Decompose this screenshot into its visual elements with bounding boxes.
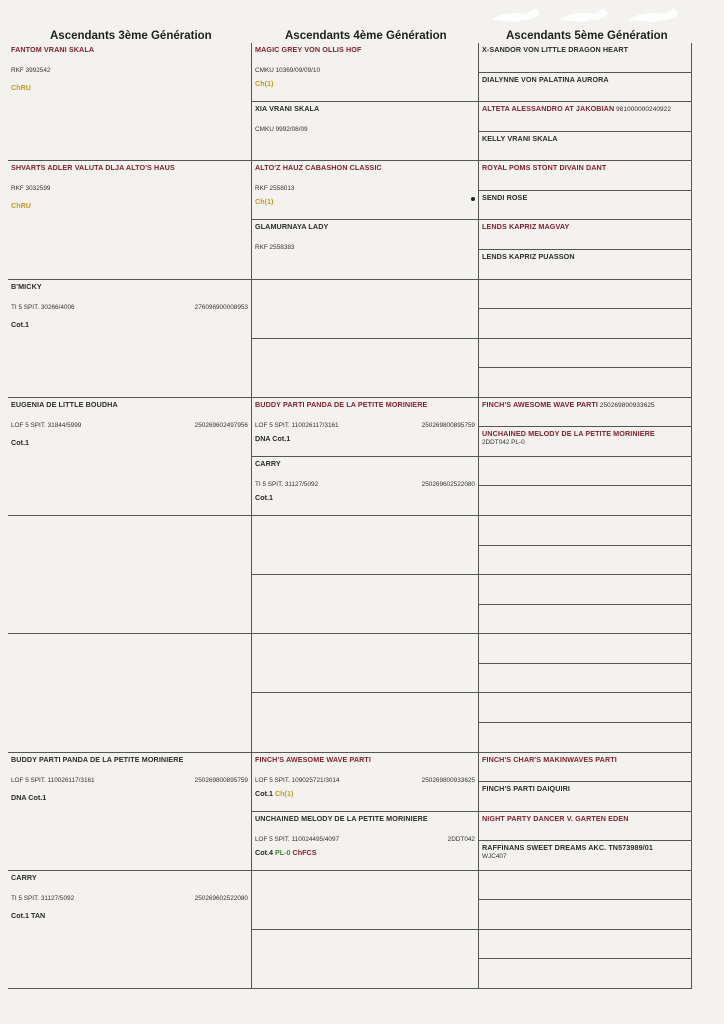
gen3-name: EUGENIA DE LITTLE BOUDHA — [11, 399, 118, 409]
gen4-cell — [252, 575, 478, 634]
gen4-header: Ascendants 4ème Génération — [285, 30, 447, 42]
gen5-extra: 2DDT042 PL-0 — [482, 439, 525, 447]
gen5-name: UNCHAINED MELODY DE LA PETITE MORINIERE — [482, 429, 655, 439]
gen4-name: MAGIC GREY VON OLLIS HOF — [255, 45, 362, 54]
gen4-registration: LOF 5 SPIT. 109025721/3014 — [255, 776, 340, 784]
gen4-chip: 2DDT042 — [447, 835, 475, 843]
gen5-cell — [479, 634, 691, 664]
gen5-name: FINCH'S AWESOME WAVE PARTI 250269800933625 — [482, 399, 655, 409]
gen3-cell — [8, 398, 251, 516]
gen3-name: B'MICKY — [11, 281, 42, 291]
gen4-titles — [255, 493, 273, 502]
gen5-cell — [479, 368, 691, 398]
gen5-name: LENDS KAPRIZ MAGVAY — [482, 222, 570, 232]
gen5-name: NIGHT PARTY DANCER V. GARTEN EDEN — [482, 813, 629, 823]
gen4-name: ALTO'Z HAUZ CABASHON CLASSIC — [255, 163, 382, 173]
gen3-titles — [11, 911, 45, 920]
gen5-cell — [479, 782, 691, 812]
gen4-titles — [255, 789, 293, 798]
gen5-name: SENDI ROSE — [482, 192, 528, 202]
gen5-cell — [479, 516, 691, 546]
gen3-name: BUDDY PARTI PANDA DE LA PETITE MORINIERE — [11, 754, 184, 764]
gen3-cell — [8, 634, 251, 752]
gen3-title: Cot.1 — [11, 319, 29, 329]
gen5-cell — [479, 871, 691, 901]
gen4-name: FINCH'S AWESOME WAVE PARTI — [255, 754, 371, 764]
gen4-title: DNA Cot.1 — [255, 433, 291, 443]
gen3-chip: 250269602522080 — [194, 894, 248, 902]
gen3-header: Ascendants 3ème Génération — [50, 30, 212, 42]
gen5-cell — [479, 812, 691, 842]
gen3-titles — [11, 438, 29, 447]
gen4-column — [252, 43, 479, 989]
gen5-cell — [479, 220, 691, 250]
gen4-cell — [252, 43, 478, 102]
gen4-cell — [252, 516, 478, 575]
gen3-titles — [11, 83, 31, 92]
gen4-titles — [255, 434, 290, 443]
gen4-titles — [255, 197, 273, 206]
gen4-chip: 250269800895759 — [421, 421, 475, 429]
gen3-name: FANTOM VRANI SKALA — [11, 45, 95, 54]
gen5-cell — [479, 723, 691, 753]
gen4-title: Cot.4 — [255, 847, 273, 857]
gen4-titles — [255, 848, 317, 857]
gen3-registration: LOF 5 SPIT. 31844/5999 — [11, 421, 82, 429]
gen5-cell — [479, 73, 691, 103]
gen3-titles — [11, 793, 46, 802]
gen3-registration: RKF 3992542 — [11, 67, 51, 74]
gen3-cell — [8, 516, 251, 634]
gen4-title: Cot.1 — [255, 492, 273, 502]
gen3-cell — [8, 753, 251, 871]
gen5-cell — [479, 546, 691, 576]
gen4-cell — [252, 161, 478, 220]
gen4-registration: RKF 2558383 — [255, 244, 295, 252]
gen5-cell — [479, 132, 691, 162]
gen5-extra: WJC407 — [482, 853, 507, 861]
gen4-titles — [255, 79, 273, 88]
gen3-title: Cot.1 — [11, 437, 29, 447]
gen3-title: ChRU — [11, 201, 31, 211]
gen4-name: GLAMURNAYA LADY — [255, 222, 329, 232]
gen5-cell — [479, 753, 691, 783]
gen3-name: SHVARTS ADLER VALUTA DLJA ALTO'S HAUS — [11, 163, 175, 173]
gen5-cell — [479, 43, 691, 73]
gen3-chip: 250269800895759 — [194, 776, 248, 784]
gen5-cell — [479, 191, 691, 221]
gen4-registration: CMKU 9992/08/09 — [255, 126, 308, 134]
gen3-cell — [8, 43, 251, 161]
gen3-name: CARRY — [11, 872, 37, 882]
gen5-cell — [479, 575, 691, 605]
gen4-registration: CMKU 10369/09/09/10 — [255, 67, 321, 74]
gen4-cell — [252, 812, 478, 871]
gen3-cell — [8, 280, 251, 398]
gen5-chip: 250269800933625 — [597, 401, 655, 409]
gen4-cell — [252, 457, 478, 516]
gen4-title: Ch(1) — [272, 788, 294, 798]
gen4-cell — [252, 871, 478, 930]
gen4-name: CARRY — [255, 458, 281, 468]
gen3-title: DNA Cot.1 — [11, 792, 47, 802]
gen4-registration: LOF 5 SPIT. 110026117/3161 — [255, 421, 339, 429]
gen5-cell — [479, 457, 691, 487]
gen3-titles — [11, 320, 29, 329]
gen4-cell — [252, 339, 478, 398]
gen5-name: LENDS KAPRIZ PUASSON — [482, 251, 575, 261]
gen5-cell — [479, 900, 691, 930]
gen4-cell — [252, 693, 478, 752]
gen4-registration: RKF 2558013 — [255, 185, 295, 193]
gen4-cell — [252, 220, 478, 279]
gen3-title: ChRU — [11, 83, 31, 92]
gen5-cell — [479, 605, 691, 635]
gen4-cell — [252, 280, 478, 339]
gen5-cell — [479, 693, 691, 723]
gen4-cell — [252, 398, 478, 457]
gen5-column — [479, 43, 692, 989]
gen5-name: ROYAL POMS STONT DIVAIN DANT — [482, 163, 607, 173]
gen5-name: FINCH'S CHAR'S MAKINWAVES PARTI — [482, 754, 617, 764]
gen5-cell — [479, 930, 691, 960]
gen3-chip: 276096900008953 — [194, 303, 248, 311]
gen5-cell — [479, 427, 691, 457]
gen3-registration: TI 5 SPIT. 31127/5092 — [11, 894, 75, 902]
gen3-chip: 250269602497956 — [194, 421, 248, 429]
gen4-chip: 250269602522080 — [421, 480, 475, 488]
gen5-name: DIALYNNE VON PALATINA AURORA — [482, 74, 609, 84]
gen3-registration: RKF 3032599 — [11, 185, 51, 193]
gen4-cell — [252, 753, 478, 812]
gen4-name: XIA VRANI SKALA — [255, 104, 320, 114]
gen5-name: ALTETA ALESSANDRO AT JAKOBIAN 981000000240922 — [482, 104, 671, 114]
gen4-title: Cot.1 — [255, 788, 273, 798]
gen5-cell — [479, 959, 691, 989]
gen5-cell — [479, 102, 691, 132]
gen4-cell — [252, 930, 478, 989]
gen4-title: Ch(1) — [255, 79, 274, 88]
gen5-name: RAFFINANS SWEET DREAMS AKC. TN573989/01 — [482, 843, 653, 853]
gen4-name: BUDDY PARTI PANDA DE LA PETITE MORINIERE — [255, 399, 428, 409]
gen3-title: Cot.1 TAN — [11, 910, 46, 920]
gen5-name: KELLY VRANI SKALA — [482, 133, 558, 143]
gen5-cell — [479, 280, 691, 310]
gen3-cell — [8, 871, 251, 989]
gen5-cell — [479, 664, 691, 694]
gen4-cell — [252, 634, 478, 693]
gen4-cell — [252, 102, 478, 161]
pedigree-grid — [8, 43, 692, 989]
gen5-cell — [479, 309, 691, 339]
gen3-column — [8, 43, 252, 989]
gen5-cell — [479, 250, 691, 280]
bullet-mark — [471, 197, 475, 201]
gen5-cell — [479, 339, 691, 369]
gen5-chip: 981000000240922 — [614, 106, 671, 114]
gen5-name: FINCH'S PARTI DAIQUIRI — [482, 784, 571, 794]
gen5-name: X-SANDOR VON LITTLE DRAGON HEART — [482, 45, 629, 54]
gen4-name: UNCHAINED MELODY DE LA PETITE MORINIERE — [255, 813, 428, 823]
gen4-title: ChFCS — [290, 847, 317, 857]
gen5-cell — [479, 841, 691, 871]
dog-silhouette-decoration — [486, 4, 686, 26]
gen4-registration: LOF 5 SPIT. 110024495/4097 — [255, 835, 340, 843]
gen5-header: Ascendants 5ème Génération — [506, 30, 668, 42]
gen5-cell — [479, 398, 691, 428]
gen3-titles — [11, 201, 31, 210]
gen4-chip: 250269800933625 — [421, 776, 475, 784]
gen3-cell — [8, 161, 251, 279]
gen4-title: Ch(1) — [255, 197, 274, 207]
gen4-registration: TI 5 SPIT. 31127/5092 — [255, 480, 319, 488]
gen4-title: PL-0 — [272, 847, 291, 857]
gen5-cell — [479, 161, 691, 191]
gen3-registration: TI 5 SPIT. 30266/4006 — [11, 303, 75, 311]
gen5-cell — [479, 486, 691, 516]
gen3-registration: LOF 5 SPIT. 110026117/3161 — [11, 776, 95, 784]
